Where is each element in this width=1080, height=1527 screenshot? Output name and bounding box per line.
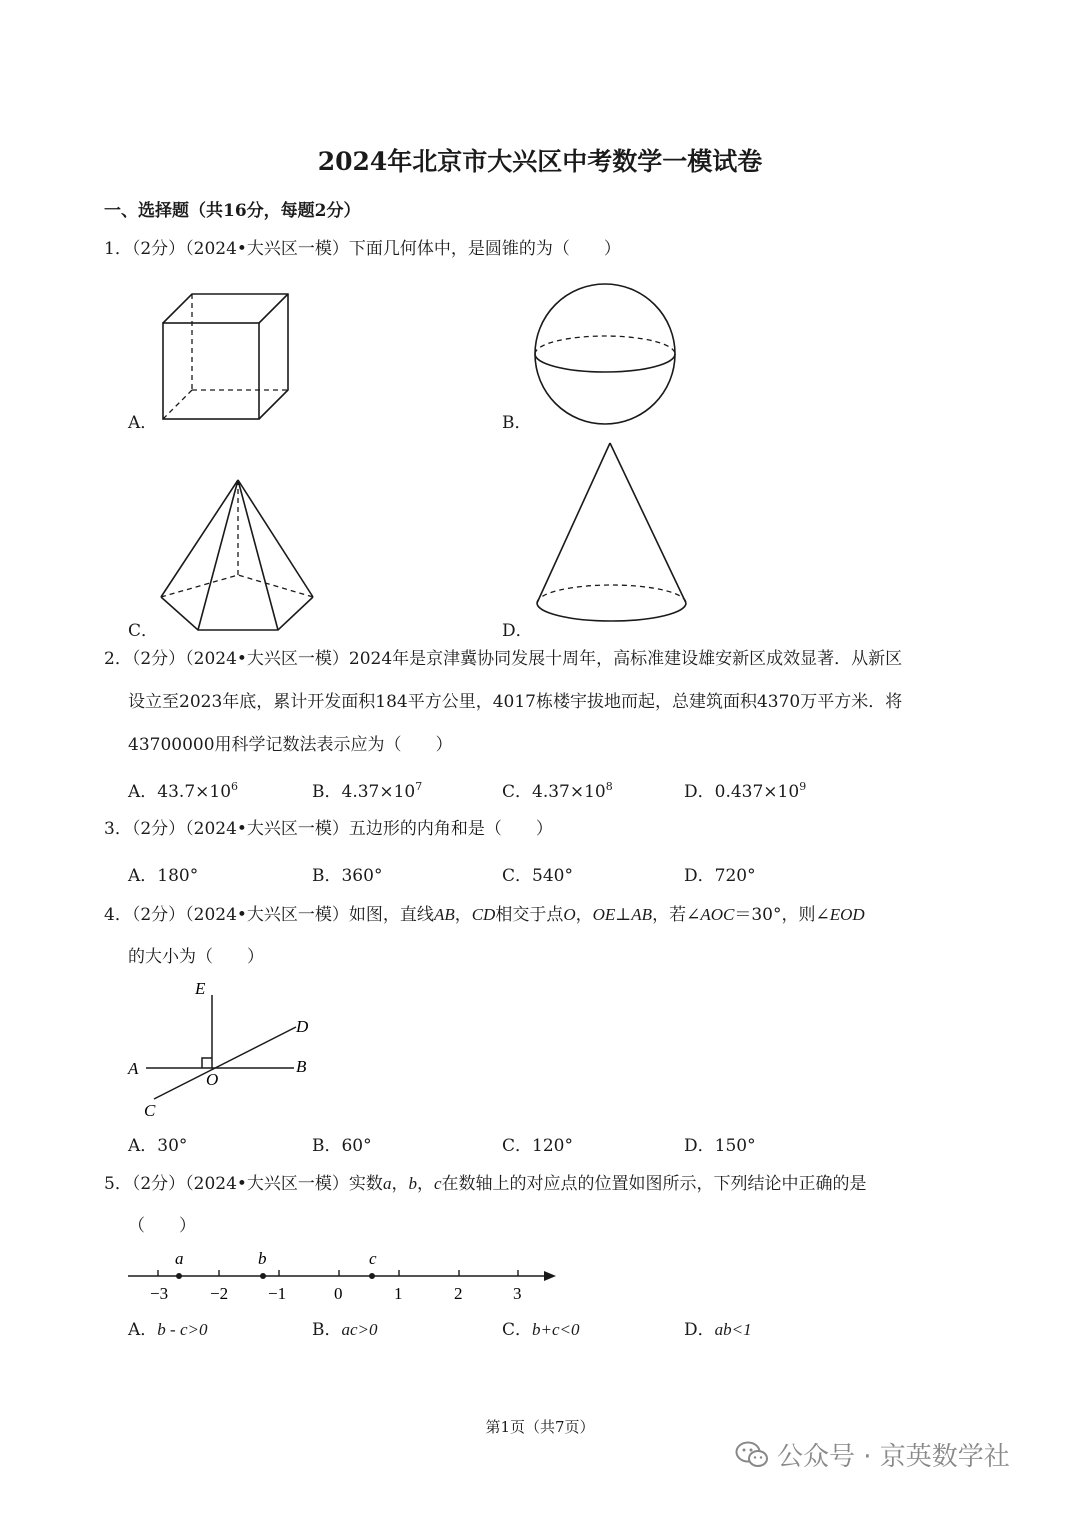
q1-option-a: A．	[128, 413, 158, 433]
label-o: O	[206, 1070, 219, 1089]
question-2-line-2: 设立至2023年底，累计开发面积184平方公里，4017栋楼宇拔地而起，总建筑面积4370万平方米．将	[128, 692, 903, 712]
sphere-figure	[530, 282, 680, 432]
q2-option-c: C．$4.37\times 10^8$	[502, 780, 613, 802]
tick-neg3: −3	[150, 1284, 169, 1303]
q4-option-d: D．150°	[684, 1136, 756, 1156]
cone-figure	[534, 440, 694, 625]
intersecting-lines-figure	[124, 975, 324, 1125]
tick-neg1: −1	[268, 1284, 287, 1303]
tick-3: 3	[513, 1284, 522, 1303]
watermark-text: 公众号 · 京英数学社	[777, 1442, 1010, 1472]
tick-2: 2	[454, 1284, 463, 1303]
label-a: A	[128, 1059, 139, 1078]
label-c: C	[144, 1101, 156, 1120]
question-3-text: 3．（2分）（2024•大兴区一模）五边形的内角和是（ ）	[104, 819, 553, 839]
watermark	[735, 1436, 1010, 1473]
question-2-line-3: 43700000用科学记数法表示应为（ ）	[128, 735, 453, 755]
point-b-label: b	[258, 1249, 267, 1268]
q5-option-d: D．ab<1	[684, 1320, 752, 1340]
pyramid-figure	[158, 475, 318, 635]
q2-option-d: D．$0.437\times 10^9$	[684, 780, 807, 802]
q4-option-a: A．30°	[128, 1136, 188, 1156]
q3-option-b: B．360°	[312, 866, 383, 886]
number-line-figure	[124, 1245, 564, 1305]
q5-option-b: B．ac>0	[312, 1320, 378, 1340]
page-footer: 第1页（共7页）	[485, 1418, 595, 1436]
question-4-line-2: 的大小为（ ）	[128, 947, 264, 967]
q2-option-a: A．$43.7\times 10^6$	[128, 780, 239, 802]
label-b: B	[296, 1057, 307, 1076]
point-c-label: c	[369, 1249, 377, 1268]
question-4-line-1: 4．（2分）（2024•大兴区一模）如图，直线AB，CD相交于点O，OE⊥AB，若∠AOC＝30°，则∠EOD	[104, 905, 865, 925]
q3-option-a: A．180°	[128, 866, 199, 886]
q1-option-b: B．	[502, 413, 532, 433]
q4-option-b: B．60°	[312, 1136, 372, 1156]
page-title: 2024年北京市大兴区中考数学一模试卷	[317, 147, 763, 176]
question-1-text: 1．（2分）（2024•大兴区一模）下面几何体中，是圆锥的为（ ）	[104, 239, 621, 259]
q2-option-b: B．$4.37\times 10^7$	[312, 780, 423, 802]
tick-0: 0	[334, 1284, 343, 1303]
section-heading: 一、选择题（共16分，每题2分）	[104, 201, 361, 221]
q5-option-a: A．b - c>0	[128, 1320, 208, 1340]
question-2-line-1: 2．（2分）（2024•大兴区一模）2024年是京津冀协同发展十周年，高标准建设雄安新区成效显著．从新区	[104, 649, 903, 669]
label-e: E	[195, 979, 206, 998]
label-d: D	[296, 1017, 309, 1036]
q4-option-c: C．120°	[502, 1136, 573, 1156]
question-5-line-1: 5．（2分）（2024•大兴区一模）实数a，b，c在数轴上的对应点的位置如图所示，下列结论中正确的是	[104, 1174, 867, 1194]
question-5-line-2: （ ）	[128, 1216, 196, 1236]
q1-option-c: C．	[128, 621, 159, 641]
wechat-icon	[735, 1440, 769, 1470]
q1-option-d: D．	[502, 621, 533, 641]
q3-option-c: C．540°	[502, 866, 573, 886]
q3-option-d: D．720°	[684, 866, 756, 886]
tick-1: 1	[394, 1284, 403, 1303]
point-a-label: a	[175, 1249, 184, 1268]
tick-neg2: −2	[210, 1284, 229, 1303]
cube-figure	[160, 290, 295, 425]
q5-option-c: C．b+c<0	[502, 1320, 580, 1340]
